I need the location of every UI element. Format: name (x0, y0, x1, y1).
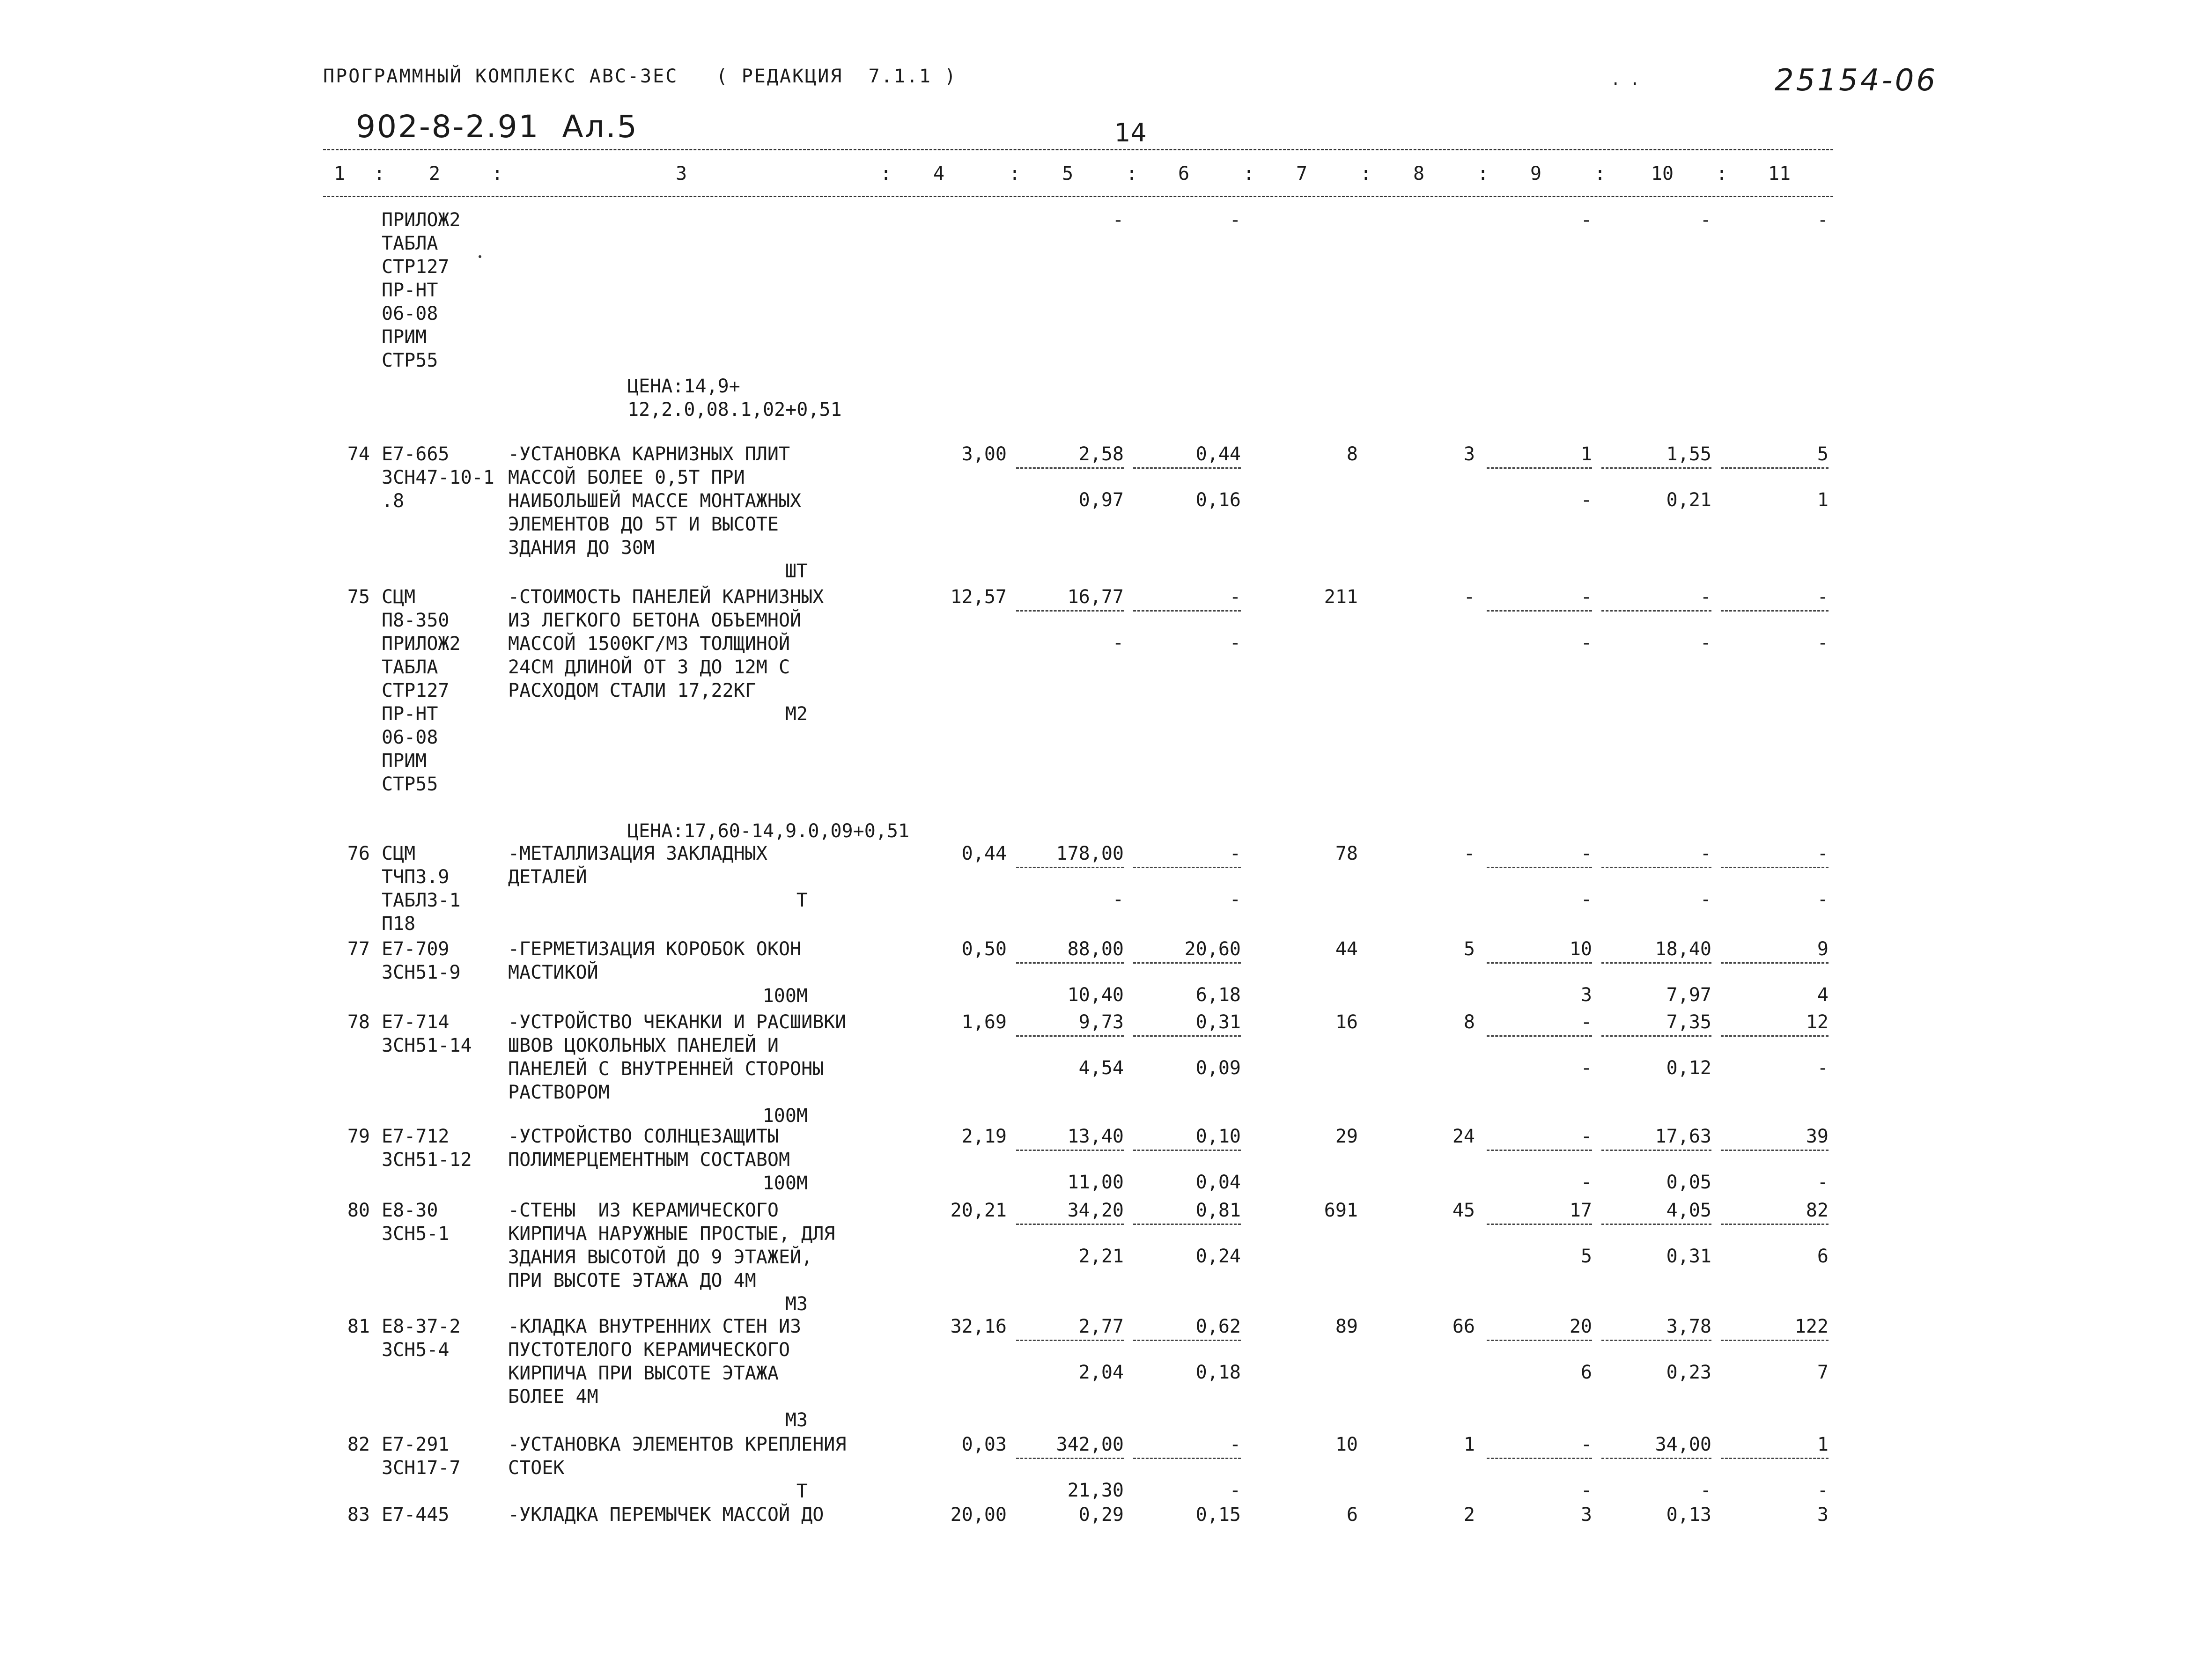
row-secondary-c6b: 0,24 (1195, 1246, 1241, 1267)
row-dash-separator (1487, 467, 1592, 469)
row-dash-separator (1601, 1340, 1711, 1341)
row-value-c11: - (1817, 843, 1829, 864)
row-secondary-c5b: 2,04 (1078, 1362, 1124, 1383)
row-value-c11: 3 (1817, 1504, 1829, 1526)
row-code-line: Е7-709 (382, 938, 450, 960)
row-value-c7: 29 (1335, 1126, 1358, 1147)
row-code-line: Е7-445 (382, 1504, 450, 1526)
row-code-line: .8 (382, 490, 405, 512)
row-code-line: Е7-665 (382, 443, 450, 465)
row-dash-separator (1133, 1150, 1241, 1151)
row-description-line: МАССОЙ БОЛЕЕ 0,5Т ПРИ (508, 467, 745, 488)
row-code-line: Е7-714 (382, 1011, 450, 1033)
row-dash-separator (1601, 467, 1711, 469)
row-secondary-c5b: - (1112, 632, 1124, 654)
row-dash-separator (1487, 1340, 1592, 1341)
row-secondary-c5b: 2,21 (1078, 1246, 1124, 1267)
row-description-line: ИЗ ЛЕГКОГО БЕТОНА ОБЪЕМНОЙ (508, 610, 802, 631)
intro-code-line: СТР127 (382, 256, 450, 278)
row-code-line: 3СН51-12 (382, 1149, 472, 1171)
row-secondary-c11b: - (1817, 1172, 1829, 1193)
column-separator: : (374, 163, 385, 184)
row-value-c11: 9 (1817, 938, 1829, 960)
row-number: 83 (347, 1504, 370, 1526)
row-value-c4: 0,03 (961, 1434, 1007, 1455)
row-value-c4: 0,44 (961, 843, 1007, 864)
row-unit: М3 (785, 1409, 808, 1431)
program-caption: ПРОГРАММНЫЙ КОМПЛЕКС АВС-3ЕС ( РЕДАКЦИЯ 7.1.1 ) (323, 66, 958, 87)
row-code-line: Е7-712 (382, 1126, 450, 1147)
row-secondary-c9b: - (1580, 889, 1592, 910)
row-value-c5: 13,40 (1067, 1126, 1124, 1147)
row-value-c9: - (1580, 843, 1592, 864)
row-unit: 100М (762, 1172, 808, 1194)
row-value-c7: 89 (1335, 1316, 1358, 1337)
row-value-c4: 2,19 (961, 1126, 1007, 1147)
row-code-line: ТАБЛ3-1 (382, 890, 461, 911)
row-secondary-c5b: 0,97 (1078, 489, 1124, 511)
row-code-line: Е8-37-2 (382, 1316, 461, 1337)
row-secondary-c9b: - (1580, 489, 1592, 511)
column-header-3: 3 (675, 163, 687, 184)
row-value-c7: 6 (1346, 1504, 1358, 1526)
row-value-c9: 1 (1580, 443, 1592, 465)
row-value-c8: 24 (1452, 1126, 1475, 1147)
row-dash-separator (1721, 467, 1829, 469)
row-value-c11: 5 (1817, 443, 1829, 465)
row-value-c10: 7,35 (1666, 1011, 1711, 1033)
row-value-c7: 8 (1346, 443, 1358, 465)
row-value-c4: 12,57 (950, 586, 1007, 608)
row-number: 77 (347, 938, 370, 960)
row-description-line: МАСТИКОЙ (508, 962, 598, 983)
column-header-10: 10 (1651, 163, 1674, 184)
row-value-c4: 1,69 (961, 1011, 1007, 1033)
row-dash-separator (1133, 1224, 1241, 1225)
row-dash-separator (1016, 1458, 1124, 1459)
row-value-c11: 39 (1806, 1126, 1829, 1147)
row-secondary-c9b: 5 (1580, 1246, 1592, 1267)
row-value-c5: 178,00 (1056, 843, 1124, 864)
row-description-line: -СТЕНЫ ИЗ КЕРАМИЧЕСКОГО (508, 1200, 779, 1221)
row-value-c7: 10 (1335, 1434, 1358, 1455)
row-unit: 100М (762, 985, 808, 1007)
row-description-line: ШВОВ ЦОКОЛЬНЫХ ПАНЕЛЕЙ И (508, 1035, 779, 1056)
row-description-line: ПАНЕЛЕЙ С ВНУТРЕННЕЙ СТОРОНЫ (508, 1058, 824, 1080)
row-description-line: РАСТВОРОМ (508, 1082, 610, 1103)
intro-code-line: СТР55 (382, 350, 438, 371)
row-description-line: -УКЛАДКА ПЕРЕМЫЧЕК МАССОЙ ДО (508, 1504, 824, 1526)
row-code-line: ТЧП3.9 (382, 866, 450, 888)
row-value-c7: 44 (1335, 938, 1358, 960)
row-description-line: ПРИ ВЫСОТЕ ЭТАЖА ДО 4М (508, 1270, 756, 1291)
row-number: 75 (347, 586, 370, 608)
row-value-c11: - (1817, 586, 1829, 608)
row-secondary-c11b: - (1817, 1057, 1829, 1079)
intro-c9b: - (1580, 209, 1592, 231)
row-secondary-c5b: 21,30 (1067, 1480, 1124, 1501)
row-value-c7: 16 (1335, 1011, 1358, 1033)
column-separator: : (1594, 163, 1606, 184)
row-dash-separator (1487, 1458, 1592, 1459)
row-dash-separator (1721, 867, 1829, 868)
document-number: 25154-06 (1775, 63, 1938, 98)
intro-c6b: - (1229, 209, 1241, 231)
column-header-8: 8 (1413, 163, 1425, 184)
column-header-7: 7 (1296, 163, 1308, 184)
row-code-line: 3СН5-1 (382, 1223, 450, 1245)
row-value-c9: 10 (1569, 938, 1592, 960)
row-value-c11: 122 (1794, 1316, 1829, 1337)
row-value-c9: 17 (1569, 1200, 1592, 1221)
row-description-line: ЗДАНИЯ ДО 30М (508, 537, 655, 559)
row-code-line: СТР55 (382, 774, 438, 795)
row-secondary-c11b: - (1817, 1480, 1829, 1501)
row-value-c11: 12 (1806, 1011, 1829, 1033)
row-dash-separator (1721, 1224, 1829, 1225)
row-value-c5: 9,73 (1078, 1011, 1124, 1033)
row-unit: ШТ (785, 560, 808, 582)
header-top-rule (323, 149, 1833, 150)
row-dash-separator (1601, 1035, 1711, 1037)
column-header-2: 2 (428, 163, 441, 184)
row-secondary-c6b: 0,09 (1195, 1057, 1241, 1079)
row-code-line: ТАБЛА (382, 656, 438, 678)
intro-c11b: - (1817, 209, 1829, 231)
row-value-c11: 82 (1806, 1200, 1829, 1221)
row-dash-separator (1016, 1224, 1124, 1225)
row-value-c4: 20,00 (950, 1504, 1007, 1526)
row-dash-separator (1016, 467, 1124, 469)
row-dash-separator (1487, 1224, 1592, 1225)
row-code-line: СЦМ (382, 586, 416, 608)
row-dash-separator (1133, 610, 1241, 612)
row-value-c4: 20,21 (950, 1200, 1007, 1221)
row-value-c5: 342,00 (1056, 1434, 1124, 1455)
row-dash-separator (1487, 1035, 1592, 1037)
row-secondary-c10b: 7,97 (1666, 984, 1711, 1006)
row-number: 81 (347, 1316, 370, 1337)
row-value-c5: 0,29 (1078, 1504, 1124, 1526)
row-unit: Т (796, 890, 808, 911)
row-value-c6: 0,31 (1195, 1011, 1241, 1033)
row-dash-separator (1721, 610, 1829, 612)
column-header-1: 1 (333, 163, 346, 184)
row-value-c6: - (1229, 586, 1241, 608)
column-header-11: 11 (1768, 163, 1791, 184)
intro-code-line: ПР-НТ (382, 280, 438, 301)
row-description-line: -МЕТАЛЛИЗАЦИЯ ЗАКЛАДНЫХ (508, 843, 767, 864)
row-dash-separator (1487, 610, 1592, 612)
stray-mark (479, 255, 481, 258)
row-dash-separator (1601, 1458, 1711, 1459)
row-value-c4: 3,00 (961, 443, 1007, 465)
row-dash-separator (1721, 1150, 1829, 1151)
row-dash-separator (1601, 610, 1711, 612)
row-secondary-c11b: 4 (1817, 984, 1829, 1006)
row-secondary-c5b: - (1112, 889, 1124, 910)
row-value-c5: 88,00 (1067, 938, 1124, 960)
row-secondary-c9b: 6 (1580, 1362, 1592, 1383)
row-dash-separator (1721, 1458, 1829, 1459)
row-unit: Т (796, 1481, 808, 1502)
row-value-c9: - (1580, 1434, 1592, 1455)
row-description-line: КИРПИЧА НАРУЖНЫЕ ПРОСТЫЕ, ДЛЯ (508, 1223, 835, 1245)
row-value-c8: 66 (1452, 1316, 1475, 1337)
row-secondary-c5b: 11,00 (1067, 1172, 1124, 1193)
row-secondary-c10b: 0,31 (1666, 1246, 1711, 1267)
row-value-c11: 1 (1817, 1434, 1829, 1455)
row-secondary-c9b: - (1580, 1057, 1592, 1079)
row-number: 76 (347, 843, 370, 864)
row-description-line: -ГЕРМЕТИЗАЦИЯ КОРОБОК ОКОН (508, 938, 802, 960)
row-secondary-c6b: - (1229, 632, 1241, 654)
row-code-line: Е8-30 (382, 1200, 438, 1221)
row-number: 80 (347, 1200, 370, 1221)
row-secondary-c10b: - (1700, 889, 1711, 910)
row-secondary-c10b: 0,23 (1666, 1362, 1711, 1383)
row-description-line: ПОЛИМЕРЦЕМЕНТНЫМ СОСТАВОМ (508, 1149, 790, 1171)
row-value-c9: 3 (1580, 1504, 1592, 1526)
intro-c5b: - (1112, 209, 1124, 231)
row-unit: М3 (785, 1293, 808, 1315)
row-dash-separator (1487, 867, 1592, 868)
intro-c10b: - (1700, 209, 1711, 231)
row-dash-separator (1601, 962, 1711, 964)
row-code-line: Е7-291 (382, 1434, 450, 1455)
row-dash-separator (1487, 962, 1592, 964)
row-value-c7: 211 (1324, 586, 1358, 608)
column-separator: : (880, 163, 892, 184)
row-dash-separator (1601, 1150, 1711, 1151)
row-secondary-c6b: 0,16 (1195, 489, 1241, 511)
row-secondary-c9b: 3 (1580, 984, 1592, 1006)
row-value-c10: 3,78 (1666, 1316, 1711, 1337)
row-value-c6: - (1229, 843, 1241, 864)
row-secondary-c9b: - (1580, 632, 1592, 654)
row-value-c6: 0,44 (1195, 443, 1241, 465)
row-value-c10: 34,00 (1655, 1434, 1711, 1455)
row-description-line: ЭЛЕМЕНТОВ ДО 5Т И ВЫСОТЕ (508, 514, 779, 535)
row-value-c8: 1 (1463, 1434, 1475, 1455)
series-label: 902-8-2.91 Ал.5 (356, 109, 638, 145)
row-code-line: 3СН51-14 (382, 1035, 472, 1056)
row-value-c6: - (1229, 1434, 1241, 1455)
row-value-c6: 0,62 (1195, 1316, 1241, 1337)
intro-code-line: ТАБЛА (382, 233, 438, 254)
row-value-c8: 5 (1463, 938, 1475, 960)
row-price-formula: ЦЕНА:17,60-14,9.0,09+0,51 (627, 820, 910, 842)
row-dash-separator (1721, 1340, 1829, 1341)
sheet-number: 14 (1114, 118, 1147, 147)
row-secondary-c9b: - (1580, 1172, 1592, 1193)
row-value-c9: - (1580, 1011, 1592, 1033)
row-value-c10: 1,55 (1666, 443, 1711, 465)
column-header-4: 4 (933, 163, 945, 184)
row-dash-separator (1601, 1224, 1711, 1225)
row-description-line: НАИБОЛЬШЕЙ МАССЕ МОНТАЖНЫХ (508, 490, 802, 512)
row-value-c10: - (1700, 586, 1711, 608)
row-value-c7: 78 (1335, 843, 1358, 864)
row-secondary-c11b: - (1817, 632, 1829, 654)
row-code-line: ПРИЛОЖ2 (382, 633, 461, 655)
row-value-c9: - (1580, 586, 1592, 608)
row-description-line: -УСТАНОВКА ЭЛЕМЕНТОВ КРЕПЛЕНИЯ (508, 1434, 847, 1455)
row-secondary-c6b: - (1229, 889, 1241, 910)
column-header-5: 5 (1062, 163, 1074, 184)
column-separator: : (1360, 163, 1372, 184)
row-secondary-c9b: - (1580, 1480, 1592, 1501)
row-dash-separator (1016, 610, 1124, 612)
row-secondary-c5b: 10,40 (1067, 984, 1124, 1006)
row-value-c5: 2,77 (1078, 1316, 1124, 1337)
row-code-line: СТР127 (382, 680, 450, 701)
row-unit: М2 (785, 703, 808, 725)
row-description-line: ЗДАНИЯ ВЫСОТОЙ ДО 9 ЭТАЖЕЙ, (508, 1246, 813, 1268)
row-value-c6: 0,81 (1195, 1200, 1241, 1221)
row-code-line: П18 (382, 913, 416, 935)
row-description-line: ПУСТОТЕЛОГО КЕРАМИЧЕСКОГО (508, 1339, 790, 1361)
row-description-line: ДЕТАЛЕЙ (508, 866, 587, 888)
row-code-line: ПРИМ (382, 750, 427, 772)
row-code-line: 06-08 (382, 727, 438, 748)
row-description-line: БОЛЕЕ 4М (508, 1386, 598, 1408)
row-value-c8: 3 (1463, 443, 1475, 465)
row-secondary-c11b: 6 (1817, 1246, 1829, 1267)
row-code-line: П8-350 (382, 610, 450, 631)
row-dash-separator (1133, 1458, 1241, 1459)
row-value-c8: 8 (1463, 1011, 1475, 1033)
row-secondary-c6b: 0,04 (1195, 1172, 1241, 1193)
row-code-line: 3СН47-10-1 (382, 467, 494, 488)
row-secondary-c10b: 0,12 (1666, 1057, 1711, 1079)
row-value-c6: 0,15 (1195, 1504, 1241, 1526)
row-dash-separator (1016, 1035, 1124, 1037)
row-secondary-c5b: 4,54 (1078, 1057, 1124, 1079)
row-value-c10: 18,40 (1655, 938, 1711, 960)
row-secondary-c10b: 0,21 (1666, 489, 1711, 511)
row-secondary-c10b: - (1700, 632, 1711, 654)
column-separator: : (1126, 163, 1138, 184)
header-dots: . . (1611, 70, 1640, 89)
row-secondary-c11b: - (1817, 889, 1829, 910)
column-separator: : (1477, 163, 1489, 184)
column-separator: : (1243, 163, 1255, 184)
row-value-c7: 691 (1324, 1200, 1358, 1221)
row-dash-separator (1133, 467, 1241, 469)
row-code-line: ПР-НТ (382, 703, 438, 725)
row-number: 78 (347, 1011, 370, 1033)
row-dash-separator (1133, 1035, 1241, 1037)
row-description-line: КИРПИЧА ПРИ ВЫСОТЕ ЭТАЖА (508, 1363, 779, 1384)
row-dash-separator (1016, 867, 1124, 868)
row-dash-separator (1016, 1340, 1124, 1341)
column-header-9: 9 (1530, 163, 1542, 184)
row-secondary-c6b: - (1229, 1480, 1241, 1501)
row-secondary-c10b: 0,05 (1666, 1172, 1711, 1193)
row-secondary-c11b: 7 (1817, 1362, 1829, 1383)
row-value-c8: - (1463, 586, 1475, 608)
column-separator: : (1716, 163, 1728, 184)
row-description-line: -УСТРОЙСТВО СОЛНЦЕЗАЩИТЫ (508, 1126, 779, 1147)
row-value-c6: 0,10 (1195, 1126, 1241, 1147)
row-description-line: -СТОИМОСТЬ ПАНЕЛЕЙ КАРНИЗНЫХ (508, 586, 824, 608)
row-value-c10: - (1700, 843, 1711, 864)
row-description-line: СТОЕК (508, 1457, 565, 1479)
intro-code-line: ПРИЛОЖ2 (382, 209, 461, 231)
intro-price-line-1: ЦЕНА:14,9+ (627, 376, 740, 397)
intro-price-line-2: 12,2.0,08.1,02+0,51 (627, 399, 842, 420)
row-dash-separator (1133, 1340, 1241, 1341)
row-code-line: СЦМ (382, 843, 416, 864)
row-dash-separator (1016, 962, 1124, 964)
column-separator: : (492, 163, 503, 184)
intro-code-line: ПРИМ (382, 326, 427, 348)
row-value-c10: 4,05 (1666, 1200, 1711, 1221)
row-value-c6: 20,60 (1184, 938, 1241, 960)
row-secondary-c6b: 6,18 (1195, 984, 1241, 1006)
row-secondary-c6b: 0,18 (1195, 1362, 1241, 1383)
row-description-line: -КЛАДКА ВНУТРЕННИХ СТЕН ИЗ (508, 1316, 802, 1337)
column-separator: : (1009, 163, 1021, 184)
header-bottom-rule (323, 196, 1833, 197)
row-value-c5: 16,77 (1067, 586, 1124, 608)
row-dash-separator (1016, 1150, 1124, 1151)
row-dash-separator (1133, 867, 1241, 868)
row-value-c9: - (1580, 1126, 1592, 1147)
row-description-line: -УСТАНОВКА КАРНИЗНЫХ ПЛИТ (508, 443, 790, 465)
row-value-c5: 34,20 (1067, 1200, 1124, 1221)
row-number: 74 (347, 443, 370, 465)
row-secondary-c10b: - (1700, 1480, 1711, 1501)
row-value-c8: 2 (1463, 1504, 1475, 1526)
row-code-line: 3СН17-7 (382, 1457, 461, 1479)
row-value-c8: 45 (1452, 1200, 1475, 1221)
row-value-c9: 20 (1569, 1316, 1592, 1337)
row-description-line: РАСХОДОМ СТАЛИ 17,22КГ (508, 680, 756, 701)
column-header-6: 6 (1178, 163, 1190, 184)
row-secondary-c11b: 1 (1817, 489, 1829, 511)
row-value-c8: - (1463, 843, 1475, 864)
row-value-c5: 2,58 (1078, 443, 1124, 465)
row-value-c4: 0,50 (961, 938, 1007, 960)
row-dash-separator (1487, 1150, 1592, 1151)
row-dash-separator (1721, 1035, 1829, 1037)
row-number: 82 (347, 1434, 370, 1455)
row-value-c4: 32,16 (950, 1316, 1007, 1337)
row-value-c10: 0,13 (1666, 1504, 1711, 1526)
row-number: 79 (347, 1126, 370, 1147)
intro-code-line: 06-08 (382, 303, 438, 324)
row-value-c10: 17,63 (1655, 1126, 1711, 1147)
row-dash-separator (1601, 867, 1711, 868)
row-code-line: 3СН51-9 (382, 962, 461, 983)
row-description-line: 24СМ ДЛИНОЙ ОТ 3 ДО 12М С (508, 656, 790, 678)
row-dash-separator (1721, 962, 1829, 964)
row-description-line: МАССОЙ 1500КГ/М3 ТОЛЩИНОЙ (508, 633, 790, 655)
row-description-line: -УСТРОЙСТВО ЧЕКАНКИ И РАСШИВКИ (508, 1011, 847, 1033)
row-dash-separator (1133, 962, 1241, 964)
row-code-line: 3СН5-4 (382, 1339, 450, 1361)
row-unit: 100М (762, 1105, 808, 1127)
